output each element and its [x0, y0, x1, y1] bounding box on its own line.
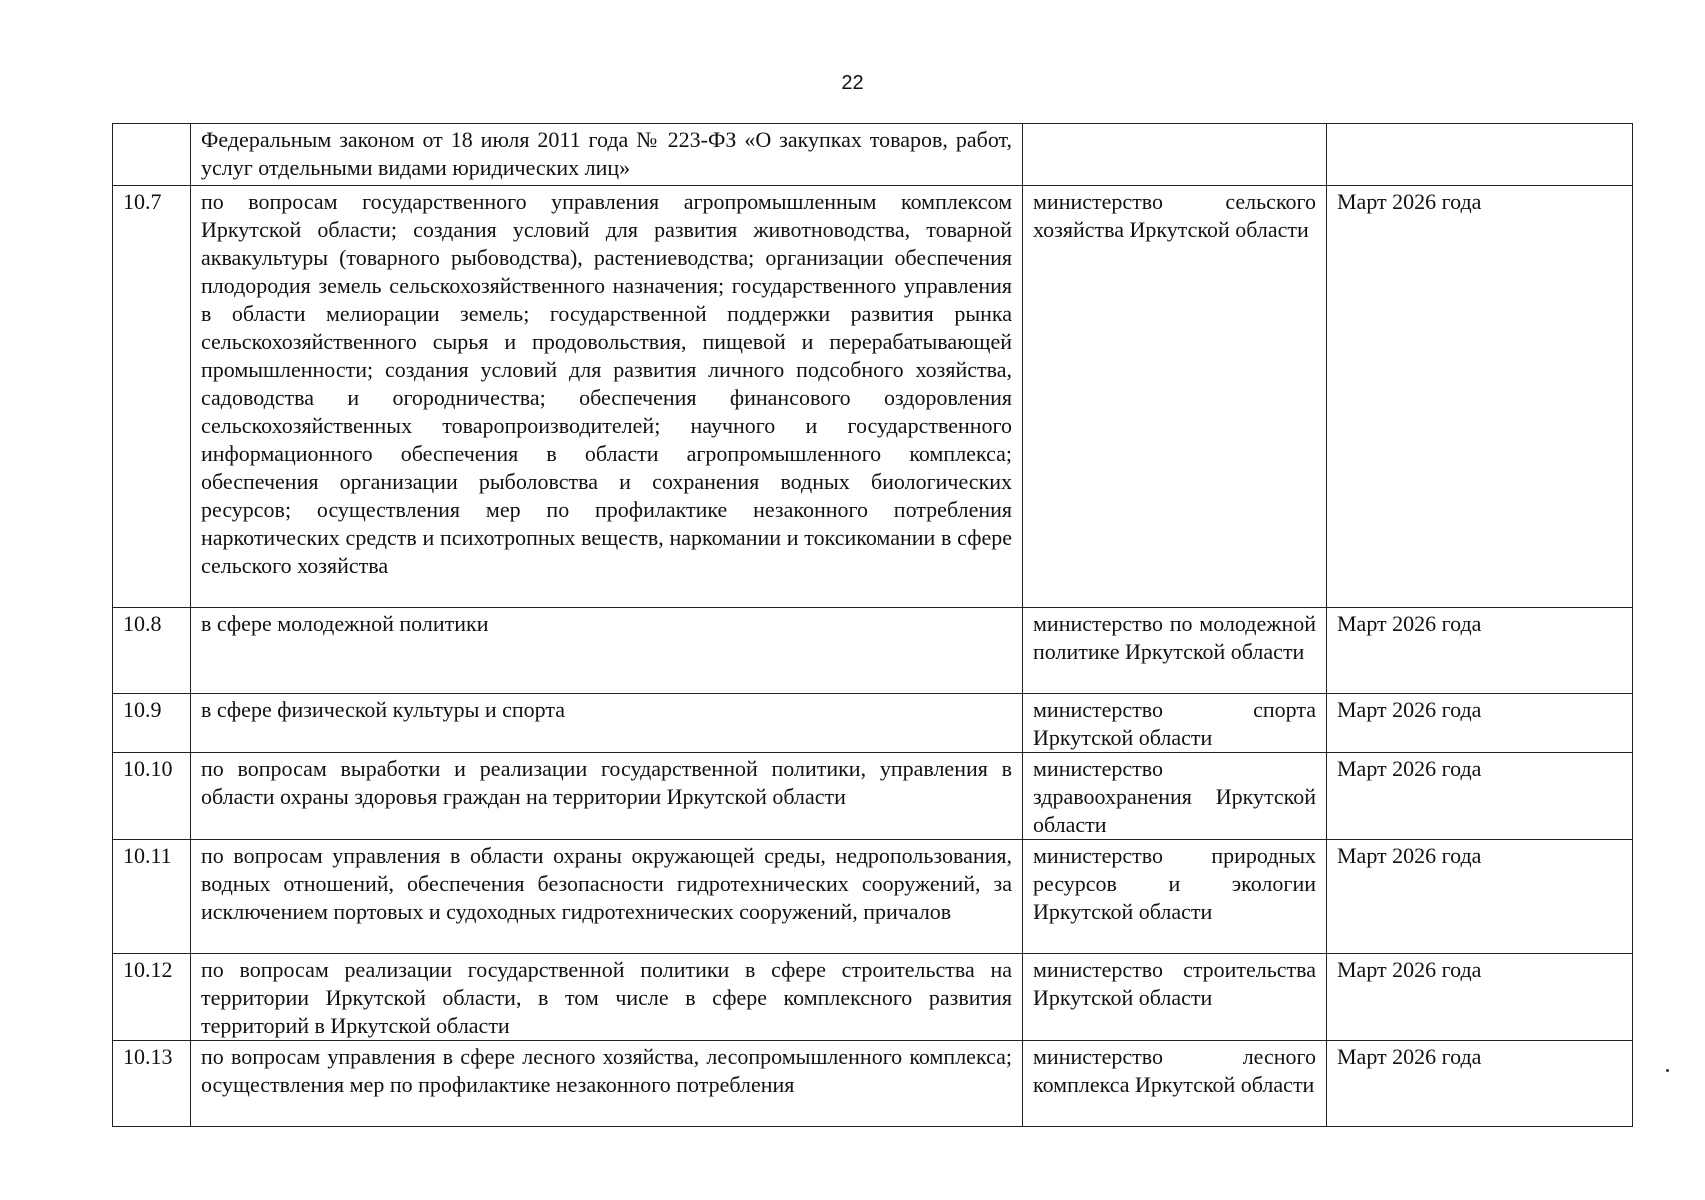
row-number-cell: 10.13: [113, 1041, 191, 1127]
executor-cell: [1023, 124, 1327, 186]
row-number-cell: 10.10: [113, 753, 191, 840]
row-number-cell: 10.11: [113, 840, 191, 954]
row-number-cell: 10.8: [113, 608, 191, 694]
executor-cell: министерство спорта Иркутской области: [1023, 694, 1327, 753]
executor-cell: министерство лесного комплекса Иркутской области: [1023, 1041, 1327, 1127]
table-row: [113, 186, 1633, 608]
row-number-cell: [113, 124, 191, 186]
table-row: [113, 124, 1633, 186]
description-cell: Федеральным законом от 18 июля 2011 года № 223-ФЗ «О закупках товаров, работ, услуг отдельными видами юридических лиц»: [191, 124, 1023, 186]
deadline-cell: Март 2026 года: [1327, 753, 1633, 840]
executor-cell: министерство здравоохранения Иркутской области: [1023, 753, 1327, 840]
deadline-cell: Март 2026 года: [1327, 608, 1633, 694]
description-cell: в сфере молодежной политики: [191, 608, 1023, 694]
executor-cell: министерство строительства Иркутской области: [1023, 954, 1327, 1041]
description-cell: в сфере физической культуры и спорта: [191, 694, 1023, 753]
row-number-cell: 10.7: [113, 186, 191, 608]
executor-cell: министерство сельского хозяйства Иркутской области: [1023, 186, 1327, 608]
row-number-cell: 10.9: [113, 694, 191, 753]
deadline-cell: Март 2026 года: [1327, 186, 1633, 608]
scan-speck: [1666, 1069, 1669, 1072]
document-table: [112, 123, 1633, 1127]
deadline-cell: Март 2026 года: [1327, 954, 1633, 1041]
page-number: 22: [841, 72, 864, 94]
description-cell: по вопросам государственного управления агропромышленным комплексом Иркутской области; создания условий для развития животноводства, товарной аквакультуры (товарного рыбоводства), растениеводства; организации обеспечения плодородия земель сельскохозяйственного назначения; государственного управления в области мелиорации земель; государственной поддержки развития рынка сельскохозяйственного сырья и продовольствия, пищевой и перерабатывающей промышленности; создания условий для развития личного подсобного хозяйства, садоводства и огородничества; обеспечения финансового оздоровления сельскохозяйственных товаропроизводителей; научного и государственного информационного обеспечения в области агропромышленного комплекса; обеспечения организации рыболовства и сохранения водных биологических ресурсов; осуществления мер по профилактике незаконного потребления наркотических средств и психотропных веществ, наркомании и токсикомании в сфере сельского хозяйства: [191, 186, 1023, 608]
table-row: [113, 753, 1633, 840]
table-row: [113, 608, 1633, 694]
description-cell: по вопросам выработки и реализации государственной политики, управления в области охраны здоровья граждан на территории Иркутской области: [191, 753, 1023, 840]
executor-cell: министерство по молодежной политике Иркутской области: [1023, 608, 1327, 694]
executor-cell: министерство природных ресурсов и экологии Иркутской области: [1023, 840, 1327, 954]
deadline-cell: [1327, 124, 1633, 186]
description-cell: по вопросам управления в области охраны окружающей среды, недропользования, водных отношений, обеспечения безопасности гидротехнических сооружений, за исключением портовых и судоходных гидротехнических сооружений, причалов: [191, 840, 1023, 954]
deadline-cell: Март 2026 года: [1327, 840, 1633, 954]
description-cell: по вопросам реализации государственной политики в сфере строительства на территории Иркутской области, в том числе в сфере комплексного развития территорий в Иркутской области: [191, 954, 1023, 1041]
row-number-cell: 10.12: [113, 954, 191, 1041]
table-row: [113, 840, 1633, 954]
table-row: [113, 1041, 1633, 1127]
table-row: [113, 954, 1633, 1041]
deadline-cell: Март 2026 года: [1327, 694, 1633, 753]
description-cell: по вопросам управления в сфере лесного хозяйства, лесопромышленного комплекса; осуществления мер по профилактике незаконного потребления: [191, 1041, 1023, 1127]
deadline-cell: Март 2026 года: [1327, 1041, 1633, 1127]
table-row: [113, 694, 1633, 753]
